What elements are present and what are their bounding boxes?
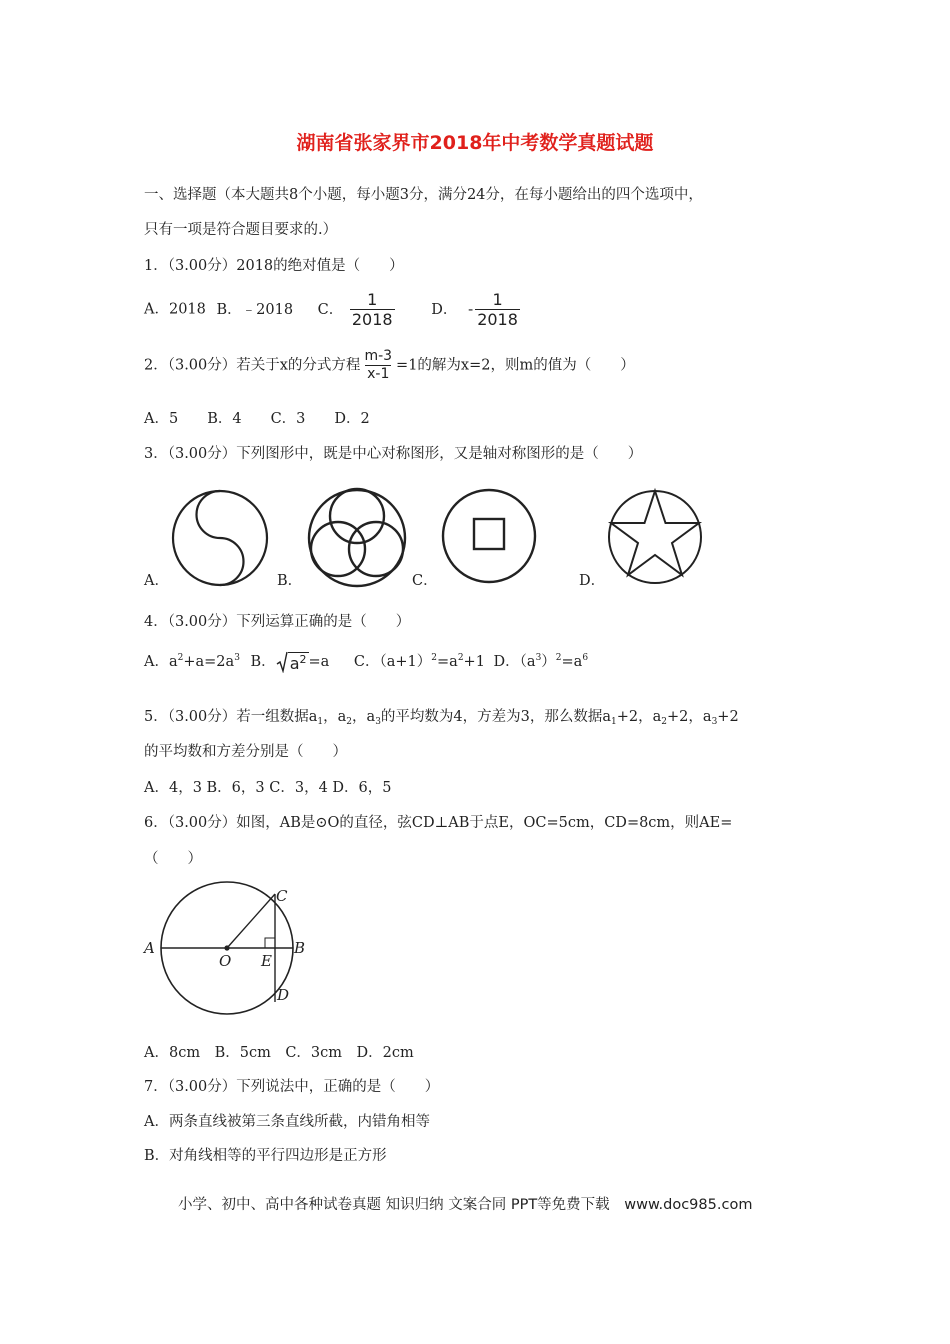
q6-label-d: D [277,986,290,1004]
q4-b-label: B． [250,654,276,670]
q2-stem-post: =1的解为x=2，则m的值为（ ） [396,357,635,374]
q1-option-c-label: C． [317,301,344,318]
q1-option-b: B．﹣2018 [216,301,294,318]
q1-c-denominator: 2018 [351,310,393,329]
q4-c-sup2: 2 [457,653,464,663]
q4-d-sup3: 6 [582,653,589,663]
question-6-stem: 6．（3.00分）如图，AB是⊙O的直径，弦CD⊥AB于点E，OC=5cm，CD=8cm，则AE= [144,815,733,831]
question-7-stem: 7．（3.00分）下列说法中，正确的是（ ） [144,1079,440,1095]
radical-sign-icon [276,651,288,673]
q5-s4: 1 [611,717,617,727]
q3-label-d: D． [579,573,606,589]
q5-s5: 2 [661,717,668,727]
q4-b-sqrt [276,651,309,673]
q5-s6: 3 [711,717,718,727]
q5-p1: 5．（3.00分）若一组数据a [144,709,318,725]
q4-c-post: +1 [463,654,485,670]
q5-s2: 2 [346,717,353,727]
q2-denominator: x-1 [367,366,390,382]
q3-label-b: B． [277,573,303,589]
question-2-options: A．5 B．4 C．3 D．2 [144,411,370,427]
page-title: 湖南省张家界市2018年中考数学真题试题 [296,132,654,154]
question-5-stem-line-2: 的平均数和方差分别是（ ） [144,744,347,760]
q1-d-sign: - [467,301,474,318]
q6-label-b: B [294,939,306,957]
q4-d-pre: D．（a [493,654,536,670]
q4-d-mid: ） [541,654,556,670]
question-5-stem [144,705,739,727]
q5-p7: +2 [717,709,739,725]
q4-a-sup1: 2 [177,653,184,663]
question-1-stem: 1．（3.00分）2018的绝对值是（ ） [144,258,404,274]
question-4-options [144,650,588,673]
q1-option-d-label: D． [431,301,458,318]
q4-c-sup1: 2 [431,653,438,663]
q1-option-d-fraction [475,290,520,329]
q3-figure-c-coin [436,483,542,589]
q6-label-c: C [276,887,288,905]
q3-figure-b-three-arcs [300,483,414,593]
q2-fraction [362,348,394,383]
q4-b-sup: 2 [299,653,307,666]
q1-d-numerator: 1 [492,290,503,309]
q4-d-mid2: =a [561,654,583,670]
q3-figure-d-star [603,483,707,587]
question-1-options [144,290,522,329]
q6-circle-figure [140,872,315,1032]
q5-p6: +2，a [667,709,712,725]
q2-numerator: m-3 [364,348,393,364]
q1-d-denominator: 2018 [477,310,518,329]
question-6-stem-line-2: （ ） [144,851,202,867]
page-footer [178,1193,752,1214]
q4-a-mid: +a=2a [183,654,235,670]
question-3-stem: 3．（3.00分）下列图形中，既是中心对称图形，又是轴对称图形的是（ ） [144,446,643,462]
q4-b-radicand: a [289,654,300,673]
question-7-option-a: A．两条直线被第三条直线所截，内错角相等 [144,1114,430,1130]
q4-d-sup1: 3 [535,653,542,663]
q6-label-o: O [219,952,232,970]
q4-b-post: =a [308,654,330,670]
question-4-stem: 4．（3.00分）下列运算正确的是（ ） [144,614,411,630]
question-5-options: A．4，3 B．6，3 C．3，4 D．6，5 [144,780,392,796]
q4-d-sup2: 2 [555,653,562,663]
question-6-options: A．8cm B．5cm C．3cm D．2cm [144,1045,414,1061]
question-2-stem [144,348,635,383]
footer-text: 小学、初中、高中各种试卷真题 知识归纳 文案合同 PPT等免费下载 [178,1197,610,1213]
q3-label-a: A． [144,573,169,589]
section-heading-line-2: 只有一项是符合题目要求的.） [144,222,338,238]
q5-p3: ，a [352,709,376,725]
q4-c-pre: C．（a+1） [353,654,432,670]
q4-c-mid: =a [437,654,458,670]
footer-url[interactable]: www.doc985.com [624,1197,753,1213]
q5-p5: +2，a [616,709,662,725]
q4-a-pre: A．a [144,654,178,670]
q1-option-c-fraction [350,290,395,329]
q5-s1: 1 [317,717,324,727]
q4-a-sup2: 3 [234,653,240,663]
q5-p2: ，a [323,709,347,725]
question-7-option-b: B．对角线相等的平行四边形是正方形 [144,1148,387,1164]
q6-label-e: E [261,952,272,970]
q2-stem-pre: 2．（3.00分）若关于x的分式方程 [144,357,361,374]
q3-figure-a-taiji [165,483,275,593]
section-heading-line-1: 一、选择题（本大题共8个小题，每小题3分，满分24分，在每小题给出的四个选项中， [144,187,703,203]
q3-label-c: C． [412,573,438,589]
q1-option-a: A．2018 [144,301,206,318]
q1-c-numerator: 1 [367,290,378,309]
q5-p4: 的平均数为4，方差为3，那么数据a [380,709,612,725]
q5-s3: 3 [375,717,381,727]
q6-label-a: A [144,939,155,957]
